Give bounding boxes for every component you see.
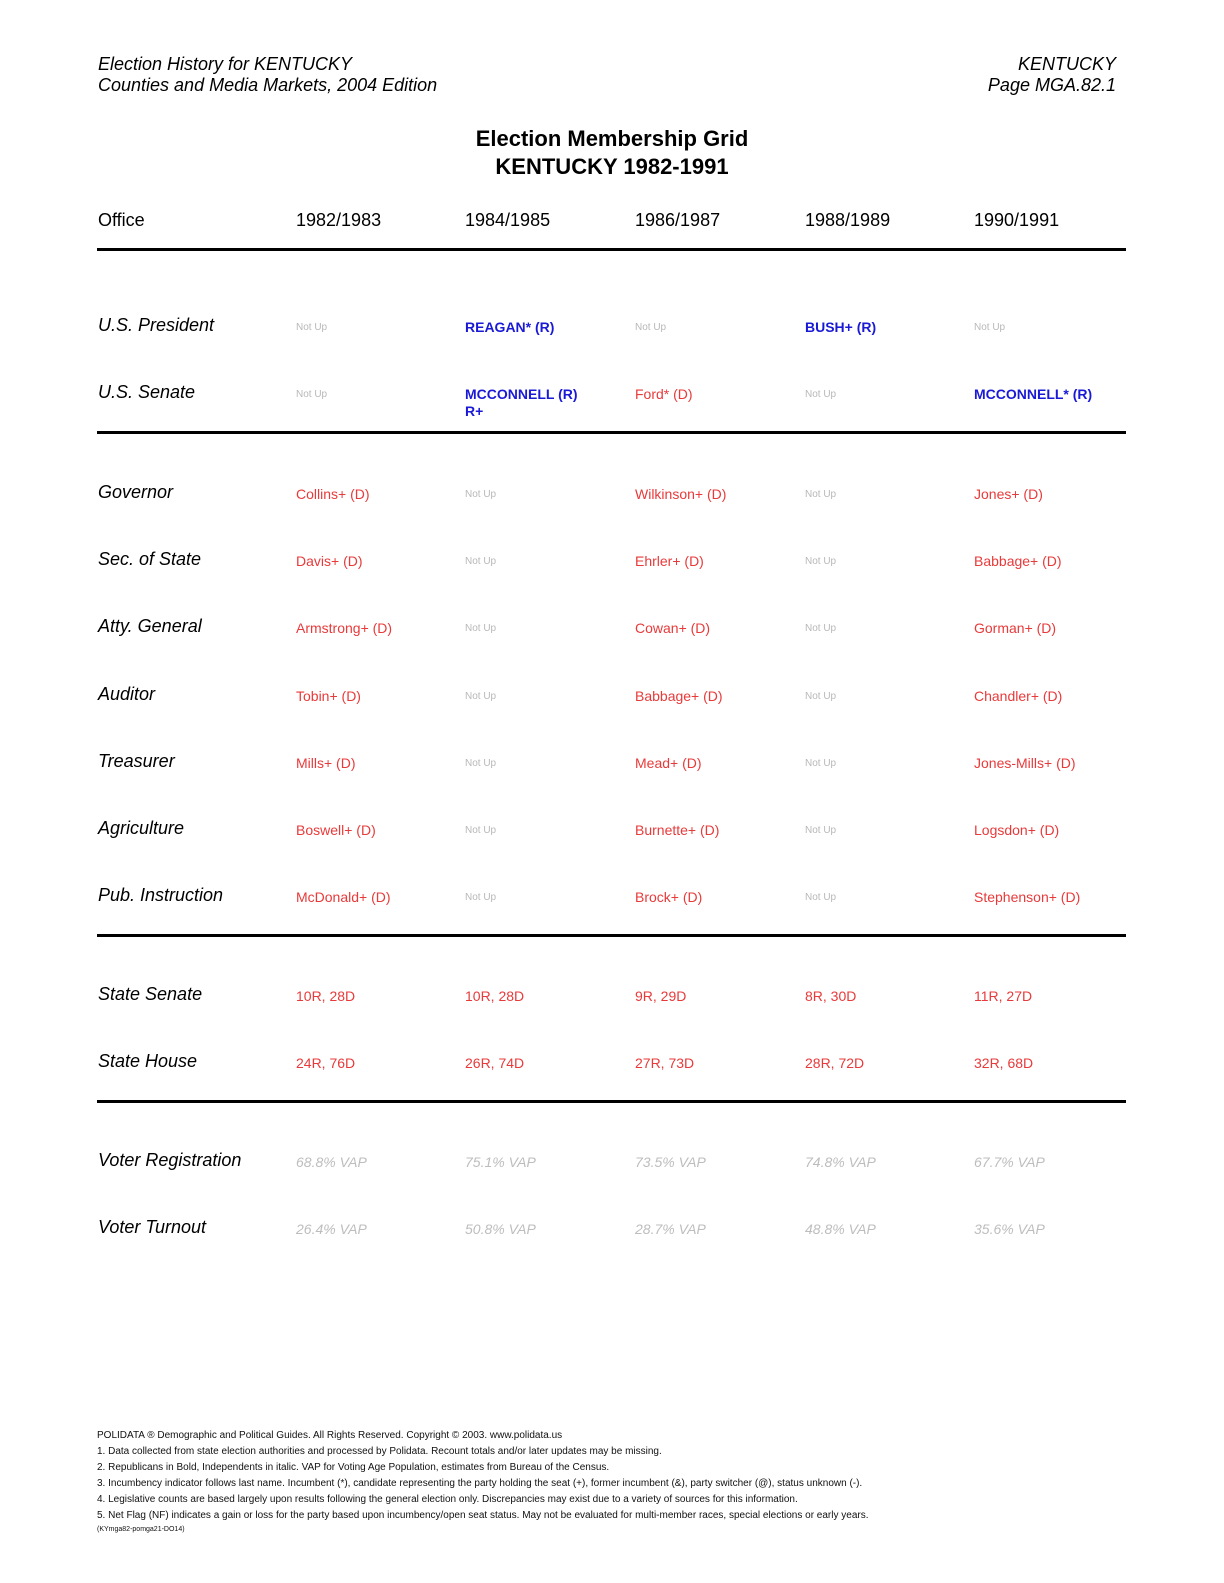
grid-cell-text: Not Up: [805, 556, 837, 567]
column-header-1990: 1990/1991: [974, 210, 1060, 230]
federal-divider: [97, 431, 1126, 434]
grid-cell: [635, 486, 726, 503]
grid-cell-text: Not Up: [465, 892, 497, 903]
grid-cell: [974, 755, 1076, 772]
header-right-line1: KENTUCKY: [1017, 54, 1116, 74]
row-label: Auditor: [98, 684, 156, 704]
grid-cell: [805, 486, 836, 503]
grid-cell-text: 28R, 72D: [805, 1055, 865, 1071]
grid-cell: [635, 1055, 694, 1072]
grid-cell-text: 11R, 27D: [974, 988, 1033, 1004]
grid-cell-text: BUSH+ (R): [805, 319, 877, 335]
grid-cell-text: Not Up: [296, 322, 328, 333]
grid-cell-text: 9R, 29D: [635, 988, 687, 1004]
grid-cell: [974, 319, 1005, 336]
grid-cell: [805, 688, 836, 705]
grid-cell-text: Burnette+ (D): [635, 822, 720, 838]
grid-cell-text: Babbage+ (D): [635, 688, 723, 704]
statewide-divider: [97, 934, 1126, 937]
grid-cell: [805, 822, 836, 839]
grid-cell: [635, 553, 704, 570]
column-header-1986: 1986/1987: [635, 210, 721, 230]
grid-cell-text: Boswell+ (D): [296, 822, 376, 838]
grid-cell-text: Not Up: [805, 489, 837, 500]
grid-cell: [465, 620, 496, 637]
grid-cell-text: Not Up: [465, 489, 497, 500]
title-line2: KENTUCKY 1982-1991: [495, 154, 729, 179]
grid-cell: [805, 988, 856, 1005]
grid-cell: [635, 319, 666, 336]
grid-cell-text: Brock+ (D): [635, 889, 703, 905]
grid-cell-text: Armstrong+ (D): [296, 620, 393, 636]
grid-cell: [805, 553, 836, 570]
column-header-1982: 1982/1983: [296, 210, 382, 230]
grid-cell: [296, 988, 355, 1005]
grid-cell-text: Ford* (D): [635, 386, 693, 402]
grid-cell: [465, 889, 496, 906]
header-left-line1: Election History for KENTUCKY: [98, 54, 353, 74]
grid-cell-text: 26.4% VAP: [296, 1221, 367, 1237]
grid-cell-text: 10R, 28D: [465, 988, 525, 1004]
footer-note-1: 1. Data collected from state election authorities and processed by Polidata. Recount totals and/or later updates may be missing.: [97, 1446, 662, 1457]
grid-cell: [805, 1154, 876, 1171]
grid-cell: [465, 822, 496, 839]
grid-cell-text: Not Up: [805, 389, 837, 400]
grid-cell-text: Not Up: [974, 322, 1006, 333]
grid-cell: [465, 1055, 524, 1072]
grid-cell-text: Cowan+ (D): [635, 620, 711, 636]
grid-cell-text: MCCONNELL* (R): [974, 386, 1093, 402]
grid-cell-text: Not Up: [465, 758, 497, 769]
grid-cell: [465, 755, 496, 772]
grid-cell: [974, 486, 1043, 503]
grid-cell: [805, 319, 876, 336]
grid-cell: [635, 620, 710, 637]
row-label: State House: [98, 1051, 198, 1071]
row-label: State Senate: [98, 984, 203, 1004]
grid-cell: [974, 1154, 1045, 1171]
grid-cell-text: 35.6% VAP: [974, 1221, 1045, 1237]
grid-cell-text: 73.5% VAP: [635, 1154, 706, 1170]
grid-cell: [974, 822, 1059, 839]
grid-cell: [635, 1154, 706, 1171]
row-label: Pub. Instruction: [98, 885, 224, 905]
grid-cell: [296, 1055, 355, 1072]
footer-note-2: 2. Republicans in Bold, Independents in italic. VAP for Voting Age Population, estimates from Bureau of the Census.: [97, 1462, 610, 1473]
header-left: [98, 54, 437, 96]
grid-cell: [974, 1055, 1033, 1072]
grid-cell: [805, 1221, 876, 1238]
grid-cell: [296, 386, 327, 403]
grid-cell: [635, 386, 693, 403]
grid-cell-text: REAGAN* (R): [465, 319, 555, 335]
grid-cell-text: Babbage+ (D): [974, 553, 1062, 569]
grid-cell: [465, 1221, 536, 1238]
grid-cell-text: Jones+ (D): [974, 486, 1043, 502]
grid-cell-text: 28.7% VAP: [635, 1221, 706, 1237]
footer-note-4: 4. Legislative counts are based largely upon results following the general election only. Discrepancies may exist due to a variety of sources for this information.: [97, 1494, 798, 1505]
grid-cell-text: MCCONNELL (R): [465, 386, 578, 402]
grid-cell: [635, 889, 702, 906]
row-label: Treasurer: [98, 751, 175, 771]
grid-cell-text: 68.8% VAP: [296, 1154, 367, 1170]
grid-cell: [296, 1154, 367, 1171]
grid-cell-text: 75.1% VAP: [465, 1154, 536, 1170]
grid-cell: [465, 1154, 536, 1171]
grid-cell: [805, 889, 836, 906]
grid-cell: [974, 386, 1092, 403]
grid-cell-text: Stephenson+ (D): [974, 889, 1081, 905]
footer-note-3: 3. Incumbency indicator follows last name. Incumbent (*), candidate representing the party holding the seat (+), former incumbent (&), party switcher (@), status unknown (-).: [97, 1478, 863, 1489]
grid-cell: [974, 1221, 1045, 1238]
grid-cell: [974, 620, 1056, 637]
grid-cell: [465, 319, 554, 336]
grid-cell: [635, 822, 719, 839]
grid-cell-text: 24R, 76D: [296, 1055, 356, 1071]
grid-cell-text: Collins+ (D): [296, 486, 370, 502]
grid-cell: [635, 688, 723, 705]
grid-cell-text: McDonald+ (D): [296, 889, 391, 905]
grid-cell-text: Gorman+ (D): [974, 620, 1057, 636]
header-left-line2: Counties and Media Markets, 2004 Edition: [98, 75, 438, 95]
grid-cell-text: Wilkinson+ (D): [635, 486, 727, 502]
grid-cell: [465, 688, 496, 705]
row-label: Atty. General: [98, 616, 202, 636]
grid-cell: [805, 386, 836, 403]
page-title: [0, 125, 1224, 181]
grid-cell-text: 32R, 68D: [974, 1055, 1034, 1071]
grid-cell-text: Not Up: [465, 825, 497, 836]
grid-cell: [805, 1055, 864, 1072]
grid-cell-text: Logsdon+ (D): [974, 822, 1060, 838]
row-label: U.S. Senate: [98, 382, 196, 402]
footer-code: (KYmga82-pomga21-DO14): [97, 1526, 185, 1533]
grid-cell-text: Ehrler+ (D): [635, 553, 704, 569]
grid-cell: [296, 553, 363, 570]
grid-cell: [974, 553, 1062, 570]
grid-cell: [296, 620, 392, 637]
grid-cell-text: Not Up: [805, 758, 837, 769]
row-label: Sec. of State: [98, 549, 202, 569]
grid-cell-text: Mills+ (D): [296, 755, 356, 771]
column-header-1988: 1988/1989: [805, 210, 891, 230]
grid-cell-text: 27R, 73D: [635, 1055, 695, 1071]
grid-cell: [974, 988, 1032, 1005]
row-label: U.S. President: [98, 315, 215, 335]
grid-cell: [974, 889, 1080, 906]
grid-cell: [296, 319, 327, 336]
grid-cell: [974, 688, 1062, 705]
row-label: Voter Registration: [98, 1150, 242, 1170]
grid-cell-text: 74.8% VAP: [805, 1154, 876, 1170]
row-label: Agriculture: [98, 818, 185, 838]
grid-cell-text: 50.8% VAP: [465, 1221, 536, 1237]
grid-cell: [805, 755, 836, 772]
grid-cell-text: 67.7% VAP: [974, 1154, 1045, 1170]
legislature-divider: [97, 1100, 1126, 1103]
grid-cell-text: Not Up: [635, 322, 667, 333]
grid-cell-text: 48.8% VAP: [805, 1221, 876, 1237]
grid-cell-text: Tobin+ (D): [296, 688, 361, 704]
row-label: Voter Turnout: [98, 1217, 207, 1237]
grid-cell-text: Not Up: [465, 556, 497, 567]
grid-cell-text: Chandler+ (D): [974, 688, 1063, 704]
grid-cell: [296, 755, 356, 772]
footer-copyright: POLIDATA ® Demographic and Political Guides. All Rights Reserved. Copyright © 2003. www.polidata.us: [97, 1430, 563, 1441]
grid-cell-text-line2: R+: [465, 403, 484, 419]
header-right: [988, 54, 1116, 96]
grid-cell: [465, 988, 524, 1005]
footer-note-5: 5. Net Flag (NF) indicates a gain or loss for the party based upon incumbency/open seat status. May not be evaluated for multi-member races, special elections or early years.: [97, 1510, 869, 1521]
grid-cell: [635, 755, 702, 772]
grid-cell-text: 10R, 28D: [296, 988, 356, 1004]
grid-cell: [296, 1221, 367, 1238]
grid-cell: [296, 822, 376, 839]
grid-cell: [805, 620, 836, 637]
grid-cell-text: Davis+ (D): [296, 553, 363, 569]
column-header-1984: 1984/1985: [465, 210, 551, 230]
header-right-line2: Page MGA.82.1: [987, 75, 1116, 95]
row-label: Governor: [98, 482, 174, 502]
grid-cell-text: Not Up: [805, 623, 837, 634]
grid-cell-text: Not Up: [805, 691, 837, 702]
grid-cell: [296, 688, 361, 705]
grid-cell-text: Jones-Mills+ (D): [974, 755, 1076, 771]
header-divider: [97, 248, 1126, 251]
grid-cell-text: Not Up: [805, 825, 837, 836]
grid-cell-text: 26R, 74D: [465, 1055, 525, 1071]
grid-cell-text: Not Up: [465, 623, 497, 634]
grid-cell: [465, 486, 496, 503]
grid-cell-text: Not Up: [465, 691, 497, 702]
grid-cell-text: 8R, 30D: [805, 988, 857, 1004]
grid-cell: [635, 1221, 706, 1238]
grid-cell: [296, 486, 370, 503]
grid-cell: [465, 553, 496, 570]
footer-notes: [97, 1428, 1137, 1536]
title-line1: Election Membership Grid: [475, 126, 749, 151]
column-header-office: Office: [98, 210, 145, 230]
grid-cell: [465, 386, 578, 420]
grid-cell-text: Mead+ (D): [635, 755, 702, 771]
grid-cell-text: Not Up: [296, 389, 328, 400]
grid-cell-text: Not Up: [805, 892, 837, 903]
grid-cell: [635, 988, 686, 1005]
grid-cell: [296, 889, 391, 906]
